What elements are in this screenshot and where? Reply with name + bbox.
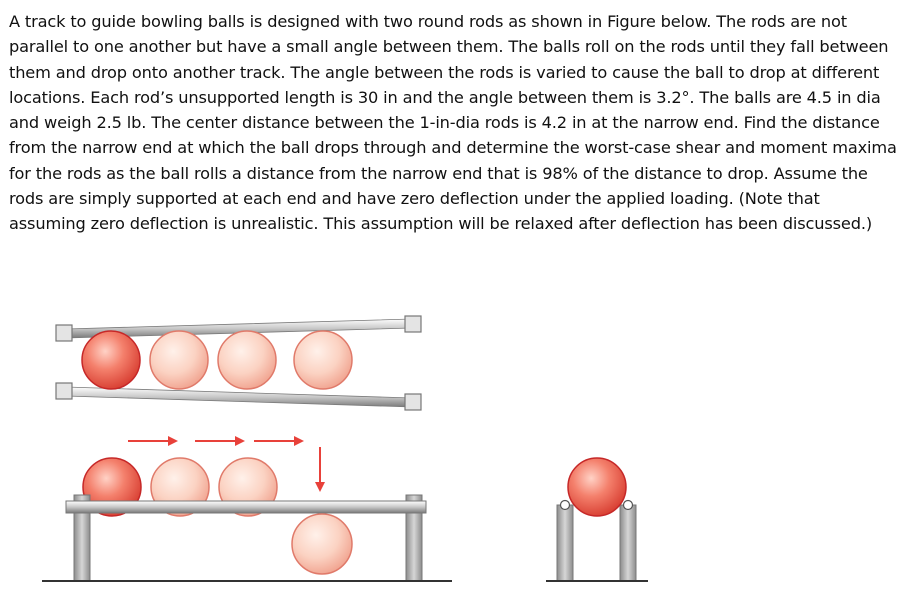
drop-arrow [315, 447, 325, 492]
side-ball-dropped [292, 514, 352, 574]
end-ball [568, 458, 626, 516]
top-rod-lower [66, 387, 412, 407]
top-support-right-lower [405, 394, 421, 410]
top-support-right-upper [405, 316, 421, 332]
end-post-right [620, 505, 636, 581]
top-ball-4 [294, 331, 352, 389]
top-support-left-upper [56, 325, 72, 341]
end-post-left [557, 505, 573, 581]
top-support-left-lower [56, 383, 72, 399]
end-rod-right [624, 501, 633, 510]
side-view [42, 436, 452, 581]
end-view [546, 458, 648, 581]
roll-direction-arrows [128, 436, 304, 446]
problem-statement: A track to guide bowling balls is designed with two round rods as shown in Figure below. The rods are not parallel to one another but have a small angle between them. The balls roll on the rods until they fall between them and drop onto another track. The angle between the rods is varied to cause the ball to drop at different locations. Each rod’s unsupported length is 30 in and the angle between them is 3.2°. The balls are 4.5 in dia and weigh 2.5 lb. The center distance between the 1-in-dia rods is 4.2 in at the narrow end. Find the distance from the narrow end at which the ball drops through and determine the worst-case shear and moment maxima for the rods as the ball rolls a distance from the narrow end that is 98% of the distance to drop. Assume the rods are simply supported at each end and have zero deflection under the applied loading. (Note that assuming zero deflection is unrealistic. This assumption will be relaxed after deflection has been discussed.) [9, 12, 897, 234]
side-rail [66, 501, 426, 513]
top-ball-3 [218, 331, 276, 389]
end-rod-left [561, 501, 570, 510]
top-ball-2 [150, 331, 208, 389]
top-view [56, 316, 421, 410]
top-ball-1 [82, 331, 140, 389]
